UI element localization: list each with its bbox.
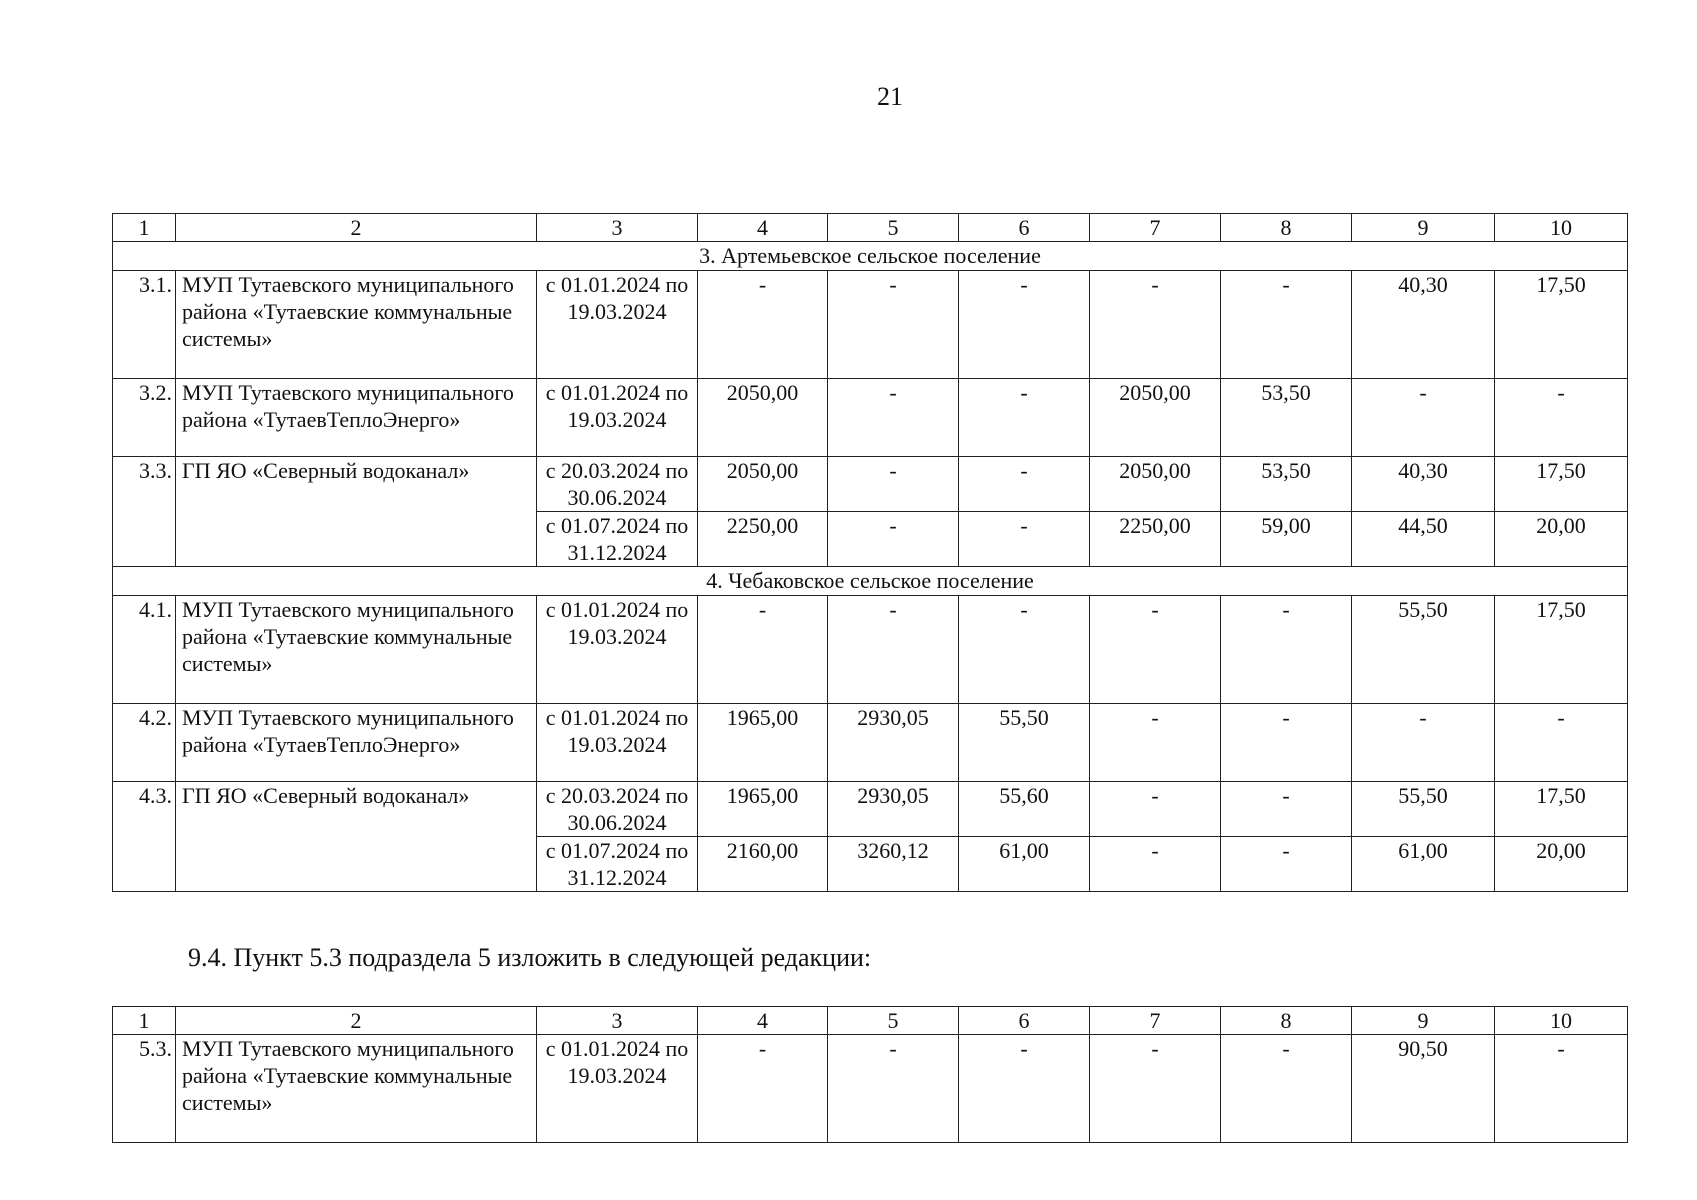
column-number: 7 (1090, 1007, 1221, 1035)
validity-period: с 20.03.2024 по 30.06.2024 (537, 457, 698, 512)
validity-period: с 20.03.2024 по 30.06.2024 (537, 782, 698, 837)
tariff-value: - (1090, 704, 1221, 782)
tariff-value: 55,50 (1352, 782, 1495, 837)
tariff-value: 53,50 (1221, 457, 1352, 512)
tariff-value: - (1352, 379, 1495, 457)
tariff-value: - (1090, 271, 1221, 379)
tariff-value: - (959, 596, 1090, 704)
tariff-value: 1965,00 (698, 704, 828, 782)
tariff-value: 17,50 (1495, 596, 1628, 704)
tariff-value: 55,50 (1352, 596, 1495, 704)
tariff-value: 2050,00 (1090, 379, 1221, 457)
column-number: 3 (537, 214, 698, 242)
tariff-value: 61,00 (959, 837, 1090, 892)
column-number: 4 (698, 1007, 828, 1035)
tariff-value: - (959, 271, 1090, 379)
tariff-value: - (1495, 379, 1628, 457)
column-number: 6 (959, 214, 1090, 242)
column-number: 10 (1495, 1007, 1628, 1035)
tariff-value: - (828, 379, 959, 457)
tariff-value: - (959, 379, 1090, 457)
organization-name: МУП Тутаевского муниципального района «Тутаевские коммунальные системы» (176, 271, 537, 379)
tariff-value: 40,30 (1352, 457, 1495, 512)
tariff-value: 1965,00 (698, 782, 828, 837)
validity-period: с 01.01.2024 по 19.03.2024 (537, 379, 698, 457)
tariff-value: 55,50 (959, 704, 1090, 782)
column-number-row (113, 214, 1628, 242)
tariff-value: - (1221, 782, 1352, 837)
row-number: 4.2. (113, 704, 176, 782)
tariff-value: 40,30 (1352, 271, 1495, 379)
table-row (113, 1035, 1628, 1143)
tariff-value: - (828, 512, 959, 567)
tariff-value: 2250,00 (698, 512, 828, 567)
table-row (113, 457, 1628, 512)
row-number: 3.1. (113, 271, 176, 379)
organization-name: МУП Тутаевского муниципального района «Тутаевские коммунальные системы» (176, 596, 537, 704)
tariff-value: - (828, 271, 959, 379)
tariff-value: - (1090, 1035, 1221, 1143)
section-header-row (113, 242, 1628, 271)
validity-period: с 01.01.2024 по 19.03.2024 (537, 1035, 698, 1143)
tariff-value: - (828, 457, 959, 512)
tariff-value: - (1090, 596, 1221, 704)
column-number: 2 (176, 1007, 537, 1035)
tariff-value: - (1221, 704, 1352, 782)
tariff-value: 59,00 (1221, 512, 1352, 567)
tariff-value: 17,50 (1495, 271, 1628, 379)
tariff-value: - (1352, 704, 1495, 782)
validity-period: с 01.01.2024 по 19.03.2024 (537, 596, 698, 704)
row-number: 4.3. (113, 782, 176, 892)
table-row (113, 704, 1628, 782)
tariff-value: - (959, 457, 1090, 512)
column-number: 5 (828, 1007, 959, 1035)
tariff-value: 3260,12 (828, 837, 959, 892)
tariff-value: 61,00 (1352, 837, 1495, 892)
tariff-value: - (698, 1035, 828, 1143)
table-row (113, 379, 1628, 457)
validity-period: с 01.01.2024 по 19.03.2024 (537, 271, 698, 379)
column-number: 8 (1221, 1007, 1352, 1035)
tariff-value: 17,50 (1495, 457, 1628, 512)
tariff-value: - (959, 512, 1090, 567)
column-number: 7 (1090, 214, 1221, 242)
tariff-value: 2050,00 (698, 379, 828, 457)
page-number: 21 (877, 82, 903, 111)
column-number: 4 (698, 214, 828, 242)
column-number-row (113, 1007, 1628, 1035)
tariff-value: - (1221, 271, 1352, 379)
tariff-value: 2160,00 (698, 837, 828, 892)
section-title: 4. Чебаковское сельское поселение (113, 567, 1628, 596)
column-number: 10 (1495, 214, 1628, 242)
column-number: 9 (1352, 214, 1495, 242)
tariff-value: - (1090, 837, 1221, 892)
tariff-value: 90,50 (1352, 1035, 1495, 1143)
tariff-value: - (1090, 782, 1221, 837)
tariff-value: 2050,00 (698, 457, 828, 512)
tariff-value: - (1495, 1035, 1628, 1143)
organization-name: ГП ЯО «Северный водоканал» (176, 457, 537, 567)
section-title: 3. Артемьевское сельское поселение (113, 242, 1628, 271)
organization-name: МУП Тутаевского муниципального района «Тутаевские коммунальные системы» (176, 1035, 537, 1143)
tariff-value: - (1495, 704, 1628, 782)
tariff-value: 17,50 (1495, 782, 1628, 837)
tariff-value: 53,50 (1221, 379, 1352, 457)
column-number: 2 (176, 214, 537, 242)
column-number: 5 (828, 214, 959, 242)
validity-period: с 01.01.2024 по 19.03.2024 (537, 704, 698, 782)
tariff-value: 20,00 (1495, 837, 1628, 892)
column-number: 8 (1221, 214, 1352, 242)
tariff-value: 2930,05 (828, 782, 959, 837)
tariff-value: - (1221, 596, 1352, 704)
column-number: 3 (537, 1007, 698, 1035)
section-header-row (113, 567, 1628, 596)
tariff-table-item-5-3 (112, 1006, 1628, 1143)
tariff-value: - (828, 596, 959, 704)
row-number: 5.3. (113, 1035, 176, 1143)
column-number: 1 (113, 1007, 176, 1035)
tariff-table (112, 213, 1628, 892)
column-number: 1 (113, 214, 176, 242)
organization-name: МУП Тутаевского муниципального района «ТутаевТеплоЭнерго» (176, 379, 537, 457)
tariff-value: 55,60 (959, 782, 1090, 837)
tariff-value: 2930,05 (828, 704, 959, 782)
validity-period: с 01.07.2024 по 31.12.2024 (537, 837, 698, 892)
tariff-value: 2250,00 (1090, 512, 1221, 567)
tariff-value: - (1221, 837, 1352, 892)
row-number: 3.3. (113, 457, 176, 567)
tariff-value: - (828, 1035, 959, 1143)
table-row (113, 596, 1628, 704)
tariff-value: 2050,00 (1090, 457, 1221, 512)
organization-name: МУП Тутаевского муниципального района «ТутаевТеплоЭнерго» (176, 704, 537, 782)
amendment-paragraph: 9.4. Пункт 5.3 подраздела 5 изложить в следующей редакции: (188, 943, 872, 972)
tariff-value: - (698, 596, 828, 704)
column-number: 9 (1352, 1007, 1495, 1035)
column-number: 6 (959, 1007, 1090, 1035)
tariff-value: - (959, 1035, 1090, 1143)
tariff-value: - (1221, 1035, 1352, 1143)
table-row (113, 271, 1628, 379)
row-number: 4.1. (113, 596, 176, 704)
table-row (113, 782, 1628, 837)
validity-period: с 01.07.2024 по 31.12.2024 (537, 512, 698, 567)
row-number: 3.2. (113, 379, 176, 457)
tariff-value: - (698, 271, 828, 379)
tariff-value: 20,00 (1495, 512, 1628, 567)
tariff-value: 44,50 (1352, 512, 1495, 567)
organization-name: ГП ЯО «Северный водоканал» (176, 782, 537, 892)
